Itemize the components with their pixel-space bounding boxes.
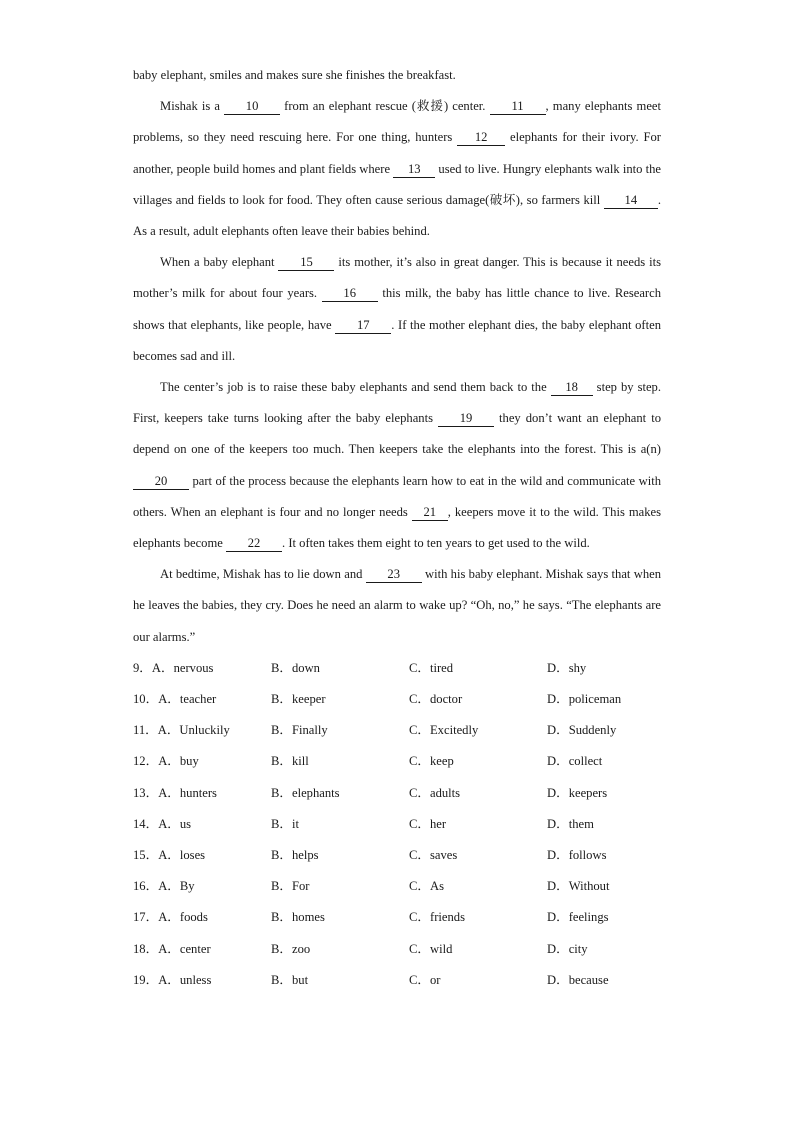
blank-12: 12 (457, 130, 505, 146)
blank-18: 18 (551, 380, 593, 396)
option-19-d[interactable]: D．because (547, 972, 609, 987)
option-19-c[interactable]: C．or (409, 972, 441, 987)
blank-21: 21 (412, 505, 448, 521)
passage-paragraph-1 (133, 91, 661, 247)
option-13-a[interactable]: 13．A．hunters (133, 785, 217, 800)
option-19-a[interactable]: 19．A．unless (133, 972, 212, 987)
option-15-b[interactable]: B．helps (271, 847, 319, 862)
paragraph-text: , keepers move it to the wild. This makes elephants become (133, 504, 661, 551)
blank-10: 10 (224, 99, 280, 115)
option-13-b[interactable]: B．elephants (271, 785, 340, 800)
option-10-a[interactable]: 10．A．teacher (133, 692, 217, 707)
paragraph-text: , many elephants meet problems, so they need rescuing here. For one thing, hunters (133, 99, 661, 145)
passage-paragraph-3 (133, 372, 661, 559)
paragraph-text: At bedtime, Mishak has to lie down and (160, 567, 366, 582)
option-15-a[interactable]: 15．A．loses (133, 847, 206, 862)
option-17-c[interactable]: C．friends (409, 910, 465, 925)
option-12-b[interactable]: B．kill (271, 754, 309, 769)
paragraph-text: . As a result, adult elephants often leave their babies behind. (133, 192, 661, 239)
blank-13: 13 (393, 162, 435, 178)
paragraph-text: they don’t want an elephant to depend on one of the keepers too much. Then keepers take the elephants into the forest. This is a(n) (133, 411, 661, 457)
option-10-c[interactable]: C．doctor (409, 692, 463, 707)
option-14-d[interactable]: D．them (547, 816, 594, 831)
blank-11: 11 (490, 99, 546, 115)
question-13-options (133, 778, 661, 809)
passage-paragraph-0 (133, 60, 661, 91)
option-15-d[interactable]: D．follows (547, 847, 607, 862)
option-14-c[interactable]: C．her (409, 816, 447, 831)
option-14-a[interactable]: 14．A．us (133, 816, 192, 831)
paragraph-text: When a baby elephant (160, 255, 279, 270)
blank-15: 15 (278, 255, 334, 271)
paragraph-text: its mother, it’s also in great danger. This is because it needs its mother’s milk for about four years. (133, 255, 661, 301)
paragraph-text: with his baby elephant. Mishak says that when he leaves the babies, they cry. Does he need an alarm to wake up? “Oh, no,” he says. “The elephants are our alarms.” (133, 567, 661, 644)
option-10-b[interactable]: B．keeper (271, 692, 326, 707)
option-9-a[interactable]: 9．A．nervous (133, 660, 214, 675)
question-16-options (133, 871, 661, 902)
paragraph-text: The center’s job is to raise these baby elephants and send them back to the (160, 380, 551, 395)
question-11-options (133, 715, 661, 746)
passage-paragraph-2 (133, 247, 661, 372)
paragraph-text: . It often takes them eight to ten years to get used to the wild. (282, 536, 590, 551)
option-18-a[interactable]: 18．A．center (133, 941, 211, 956)
option-19-b[interactable]: B．but (271, 972, 309, 987)
option-11-b[interactable]: B．Finally (271, 723, 328, 738)
paragraph-text: elephants for their ivory. For another, people build homes and plant fields where (133, 130, 661, 176)
question-15-options (133, 840, 661, 871)
option-15-c[interactable]: C．saves (409, 847, 458, 862)
option-13-c[interactable]: C．adults (409, 785, 461, 800)
option-16-d[interactable]: D．Without (547, 879, 610, 894)
blank-23: 23 (366, 567, 422, 583)
question-14-options (133, 809, 661, 840)
paragraph-text: part of the process because the elephants learn how to eat in the wild and communicate with others. When an elephant is four and no longer needs (133, 473, 661, 519)
blank-20: 20 (133, 474, 189, 490)
paragraph-text: . If the mother elephant dies, the baby elephant often becomes sad and ill. (133, 317, 662, 363)
passage-paragraph-4 (133, 559, 661, 653)
blank-14: 14 (604, 193, 658, 209)
question-18-options (133, 934, 661, 965)
blank-16: 16 (322, 286, 378, 302)
option-16-a[interactable]: 16．A．By (133, 879, 195, 894)
option-14-b[interactable]: B．it (271, 816, 299, 831)
option-9-d[interactable]: D．shy (547, 660, 587, 675)
paragraph-text: used to live. Hungry elephants walk into the villages and fields to look for food. They often cause serious damage(破坏), so farmers kill (133, 161, 662, 207)
option-18-b[interactable]: B．zoo (271, 941, 311, 956)
option-11-a[interactable]: 11．A．Unluckily (133, 723, 230, 738)
option-9-c[interactable]: C．tired (409, 660, 454, 675)
answer-options (133, 653, 661, 996)
option-17-d[interactable]: D．feelings (547, 910, 609, 925)
paragraph-text: from an elephant rescue (救援) center. (280, 99, 490, 114)
option-12-c[interactable]: C．keep (409, 754, 454, 769)
paragraph-text: this milk, the baby has little chance to live. Research shows that elephants, like people, have (133, 286, 662, 332)
option-16-b[interactable]: B．For (271, 879, 310, 894)
option-12-a[interactable]: 12．A．buy (133, 754, 199, 769)
question-12-options (133, 746, 661, 777)
option-12-d[interactable]: D．collect (547, 754, 603, 769)
question-19-options (133, 965, 661, 996)
option-9-b[interactable]: B．down (271, 660, 320, 675)
paragraph-text: step by step. First, keepers take turns looking after the baby elephants (133, 380, 662, 426)
question-17-options (133, 902, 661, 933)
option-11-c[interactable]: C．Excitedly (409, 723, 479, 738)
option-16-c[interactable]: C．As (409, 879, 444, 894)
paragraph-text: Mishak is a (160, 99, 225, 114)
option-10-d[interactable]: D．policeman (547, 692, 622, 707)
option-18-c[interactable]: C．wild (409, 941, 453, 956)
option-17-a[interactable]: 17．A．foods (133, 910, 208, 925)
blank-19: 19 (438, 411, 494, 427)
option-17-b[interactable]: B．homes (271, 910, 325, 925)
document-page (133, 60, 661, 996)
option-18-d[interactable]: D．city (547, 941, 588, 956)
question-10-options (133, 684, 661, 715)
blank-22: 22 (226, 536, 282, 552)
paragraph-text: baby elephant, smiles and makes sure she finishes the breakfast. (133, 68, 456, 82)
question-9-options (133, 653, 661, 684)
option-11-d[interactable]: D．Suddenly (547, 723, 617, 738)
option-13-d[interactable]: D．keepers (547, 785, 608, 800)
blank-17: 17 (335, 318, 391, 334)
